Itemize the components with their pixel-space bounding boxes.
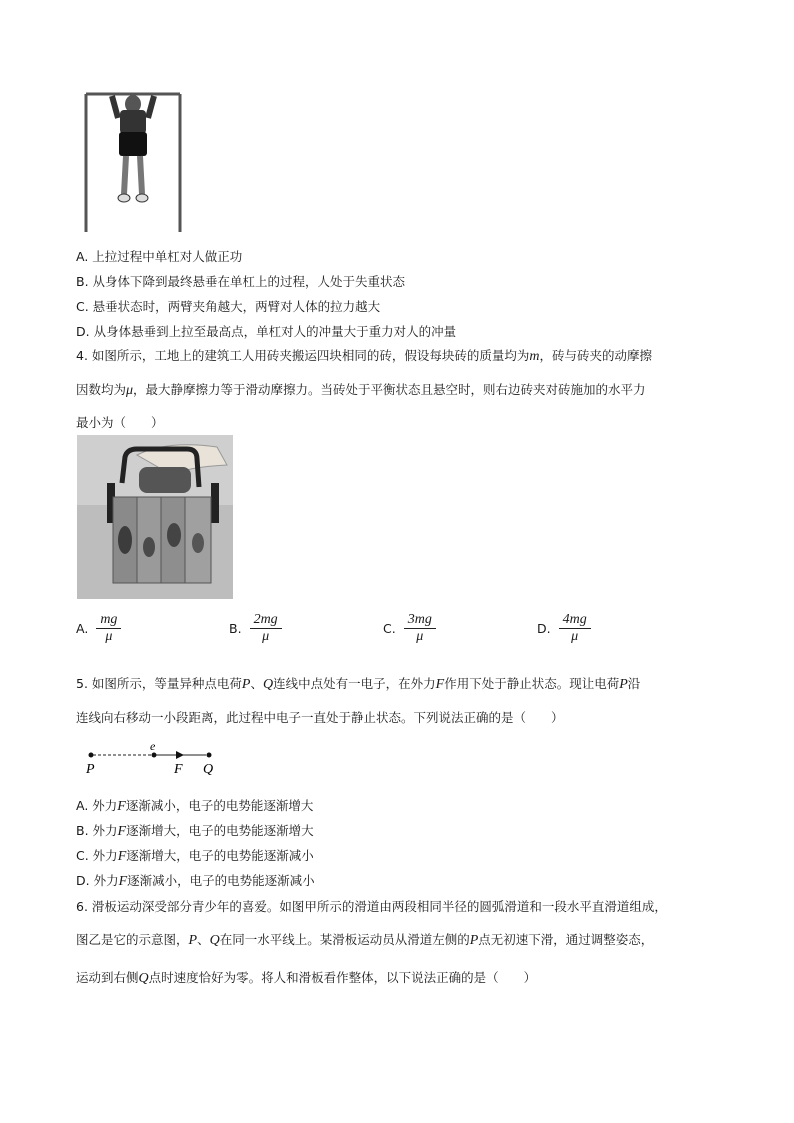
var-mu: μ — [126, 383, 134, 398]
q4-option-d: D. $\frac{4mg}{\mu}$ — [537, 612, 591, 645]
label-p: P — [86, 762, 95, 777]
q5-option-c: C. 外力F逐渐增大，电子的电势能逐渐减小 — [76, 848, 314, 864]
fraction: $\frac{mg}{\mu}$ — [96, 612, 121, 645]
q5-option-b: B. 外力F逐渐增大，电子的电势能逐渐增大 — [76, 823, 314, 839]
q4-question-line2: 因数均为μ，最大静摩擦力等于滑动摩擦力。当砖处于平衡状态且悬空时，则右边砖夹对砖施加的水平力 — [76, 382, 646, 398]
q4-option-b: B. $\frac{2mg}{\mu}$ — [229, 612, 282, 645]
var-m: m — [529, 349, 540, 364]
pull-up-figure — [80, 88, 186, 234]
q3-option-c: C. 悬垂状态时，两臂夹角越大，两臂对人体的拉力越大 — [76, 299, 381, 314]
q4-question-line3: 最小为（ ） — [76, 415, 164, 430]
fraction: $\frac{2mg}{\mu}$ — [250, 612, 282, 645]
label-q: Q — [203, 762, 214, 777]
label-e: e — [150, 739, 156, 753]
brick-clamp-photo — [77, 435, 233, 599]
q5-option-a: A. 外力F逐渐减小，电子的电势能逐渐增大 — [76, 798, 314, 814]
q4-question-line1: 4. 如图所示，工地上的建筑工人用砖夹搬运四块相同的砖，假设每块砖的质量均为m，砖与砖夹的动摩擦 — [76, 348, 653, 364]
label-f: F — [174, 762, 183, 777]
q3-option-d: D. 从身体悬垂到上拉至最高点，单杠对人的冲量大于重力对人的冲量 — [76, 324, 457, 339]
q6-question-line1: 6. 滑板运动深受部分青少年的喜爱。如图甲所示的滑道由两段相同半径的圆弧滑道和一段水平直滑道组成， — [76, 899, 667, 914]
charge-diagram — [80, 738, 225, 778]
q5-question-line1: 5. 如图所示，等量异种点电荷P、Q连线中点处有一电子，在外力F作用下处于静止状态。现让电荷P沿 — [76, 676, 641, 692]
q6-question-line3: 运动到右侧Q点时速度恰好为零。将人和滑板看作整体，以下说法正确的是（ ） — [76, 970, 537, 986]
q6-question-line2: 图乙是它的示意图，P、Q在同一水平线上。某滑板运动员从滑道左侧的P点无初速下滑，通过调整姿态， — [76, 932, 654, 948]
q5-question-line2: 连线向右移动一小段距离，此过程中电子一直处于静止状态。下列说法正确的是（ ） — [76, 710, 564, 725]
fraction: $\frac{3mg}{\mu}$ — [404, 612, 436, 645]
q3-option-b: B. 从身体下降到最终悬垂在单杠上的过程，人处于失重状态 — [76, 274, 406, 289]
fraction: $\frac{4mg}{\mu}$ — [559, 612, 591, 645]
q4-option-c: C. $\frac{3mg}{\mu}$ — [383, 612, 436, 645]
q5-option-d: D. 外力F逐渐减小，电子的电势能逐渐减小 — [76, 873, 315, 889]
q3-option-a: A. 上拉过程中单杠对人做正功 — [76, 249, 243, 264]
q4-option-a: A. $\frac{mg}{\mu}$ — [76, 612, 121, 645]
